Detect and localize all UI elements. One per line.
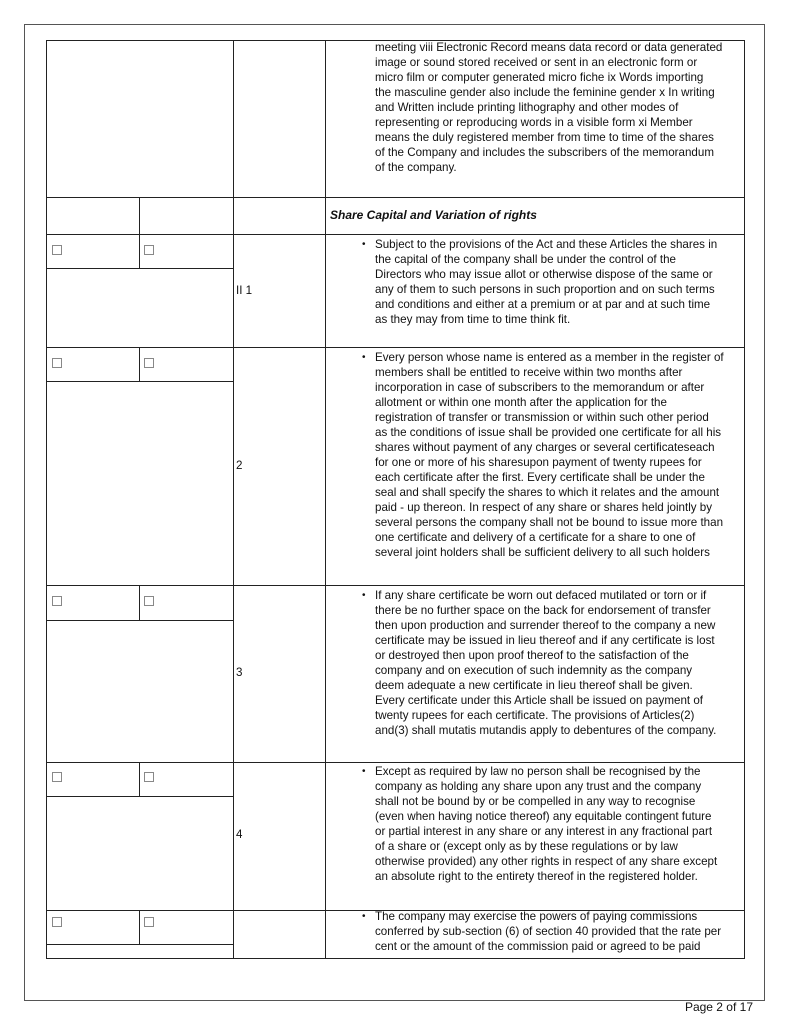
- article-text: If any share certificate be worn out defaced mutilated or torn or if there be no further space on the back for endorsement of transfer then upon production and surrender thereof to the company a new certificate may be issued in lieu thereof and if any certificate is lost or destroyed then upon proof thereof to the satisfaction of the company and on execution of such indemnity as the company deem adequate a new certificate in lieu thereof shall be given. Every certificate under this Article shall be issued on payment of twenty rupees for each certificate. The provisions of Articles(2) and(3) shall mutatis mutandis apply to debentures of the company.: [375, 589, 717, 737]
- bullet-icon: •: [362, 911, 366, 922]
- checkbox-row3-b[interactable]: [144, 596, 154, 606]
- article-number: 4: [236, 828, 243, 841]
- article-text: Subject to the provisions of the Act and these Articles the shares in the capital of the company shall be under the control of the Directors who may issue allot or otherwise dispose of the same or any of them to such persons in such proportion and on such terms and conditions and either at a premium or at par and at such time as they may from time to time think fit.: [375, 238, 718, 326]
- bullet-icon: •: [362, 239, 366, 250]
- bullet-icon: •: [362, 766, 366, 777]
- checkbox-row2-b[interactable]: [144, 358, 154, 368]
- checkbox-row2-a[interactable]: [52, 358, 62, 368]
- intro-paragraph: meeting viii Electronic Record means data record or data generated image or sound stored received or sent in an electronic form or micro film or computer generated micro fiche ix Words importing the masculine gender also include the feminine gender x In writing and Written include printing lithography and other modes of representing or reproducing words in a visible form xi Member means the duly registered member from time to time of the shares of the Company and includes the subscribers of the memorandum of the company.: [375, 41, 723, 174]
- checkbox-row5-a[interactable]: [52, 917, 62, 927]
- checkbox-row3-a[interactable]: [52, 596, 62, 606]
- checkbox-row4-a[interactable]: [52, 772, 62, 782]
- page-number: Page 2 of 17: [684, 1000, 753, 1014]
- bullet-icon: •: [362, 352, 366, 363]
- article-number: 2: [236, 459, 243, 472]
- checkbox-row4-b[interactable]: [144, 772, 154, 782]
- article-text: Except as required by law no person shall be recognised by the company as holding any share upon any trust and the company shall not be bound by or be compelled in any way to recognise (even when having notice thereof) any equitable contingent future or partial interest in any share or any interest in any fractional part of a share or (except only as by these regulations or by law otherwise provided) any other rights in respect of any share except an absolute right to the entirety thereof in the registered holder.: [375, 765, 718, 883]
- article-number: II 1: [236, 284, 253, 297]
- section-heading: Share Capital and Variation of rights: [330, 208, 537, 222]
- checkbox-row1-a[interactable]: [52, 245, 62, 255]
- article-number: 3: [236, 666, 243, 679]
- article-text: Every person whose name is entered as a member in the register of members shall be entitled to receive within two months after incorporation in case of subscribers to the memorandum or after allotment or within one month after the application for the registration of transfer or transmission or within such other period as the conditions of issue shall be provided one certificate for all his shares without payment of any charges or several certificateseach for one or more of his sharesupon payment of twenty rupees for each certificate after the first. Every certificate shall be under the seal and shall specify the shares to which it relates and the amount paid - up thereon. In respect of any share or shares held jointly by several persons the company shall not be bound to issue more than one certificate and delivery of a certificate for a share to one of several joint holders shall be sufficient delivery to all such holders: [375, 351, 724, 559]
- checkbox-row1-b[interactable]: [144, 245, 154, 255]
- bullet-icon: •: [362, 590, 366, 601]
- article-text: The company may exercise the powers of paying commissions conferred by sub-section (6) of section 40 provided that the rate per cent or the amount of the commission paid or agreed to be paid: [375, 910, 722, 953]
- checkbox-row5-b[interactable]: [144, 917, 154, 927]
